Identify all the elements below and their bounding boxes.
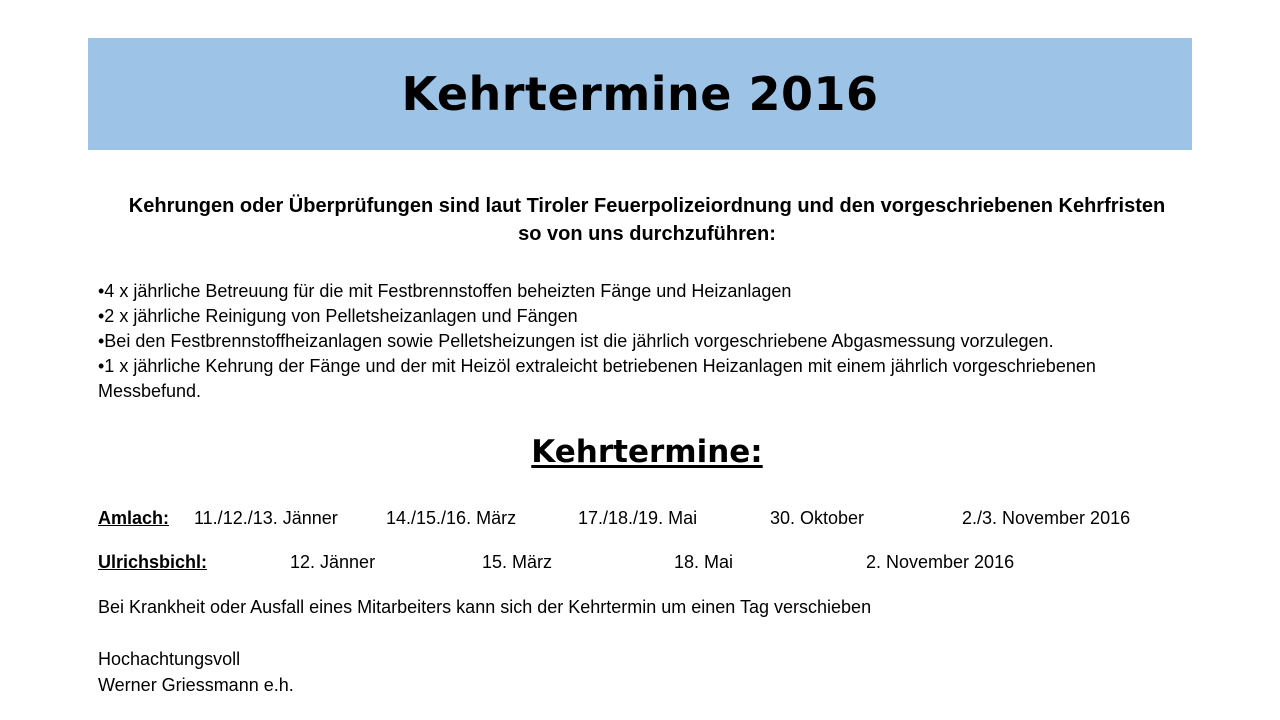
intro-line-1: Kehrungen oder Überprüfungen sind laut Tiroler Feuerpolizeiordnung und den vorgeschriebenen Kehrfristen: [128, 195, 1166, 217]
schedule-date: 17./18./19. Mai: [578, 508, 698, 528]
intro-line-2: so von uns durchzuführen:: [518, 223, 776, 245]
schedule-date: 15. März: [482, 552, 553, 572]
schedule-date: 2./3. November 2016: [962, 508, 1131, 528]
place-label-ulrichsbichl: Ulrichsbichl:: [98, 552, 208, 572]
schedule-row-ulrichsbichl: [98, 549, 1198, 575]
schedule-row-amlach: [98, 505, 1198, 531]
schedule-date: 12. Jänner: [290, 552, 376, 572]
bullet-item: •2 x jährliche Reinigung von Pelletsheizanlagen und Fängen: [98, 306, 578, 326]
schedule-date: 14./15./16. März: [386, 508, 517, 528]
intro-text: [98, 192, 1196, 248]
page-title: Kehrtermine 2016: [401, 67, 879, 121]
closing-block: [98, 646, 294, 698]
schedule-date: 11./12./13. Jänner: [194, 508, 338, 528]
place-label-amlach: Amlach:: [98, 508, 170, 528]
closing-signature: Werner Griessmann e.h.: [98, 675, 294, 695]
closing-greeting: Hochachtungsvoll: [98, 649, 241, 669]
bullet-item: •4 x jährliche Betreuung für die mit Festbrennstoffen beheizten Fänge und Heizanlagen: [98, 281, 792, 301]
title-banner: [88, 38, 1192, 150]
schedule-date: 2. November 2016: [866, 552, 1015, 572]
bullet-list: [98, 279, 1194, 404]
delay-note: Bei Krankheit oder Ausfall eines Mitarbeiters kann sich der Kehrtermin um einen Tag verschieben: [98, 597, 872, 617]
schedule-heading: Kehrtermine:: [531, 434, 763, 470]
bullet-item: •1 x jährliche Kehrung der Fänge und der mit Heizöl extraleicht betriebenen Heizanlagen mit einem jährlich vorgeschriebenen Messbefund.: [98, 356, 1096, 401]
schedule-date: 30. Oktober: [770, 508, 865, 528]
bullet-item: •Bei den Festbrennstoffheizanlagen sowie Pelletsheizungen ist die jährlich vorgeschriebene Abgasmessung vorzulegen.: [98, 331, 1054, 351]
schedule-date: 18. Mai: [674, 552, 734, 572]
